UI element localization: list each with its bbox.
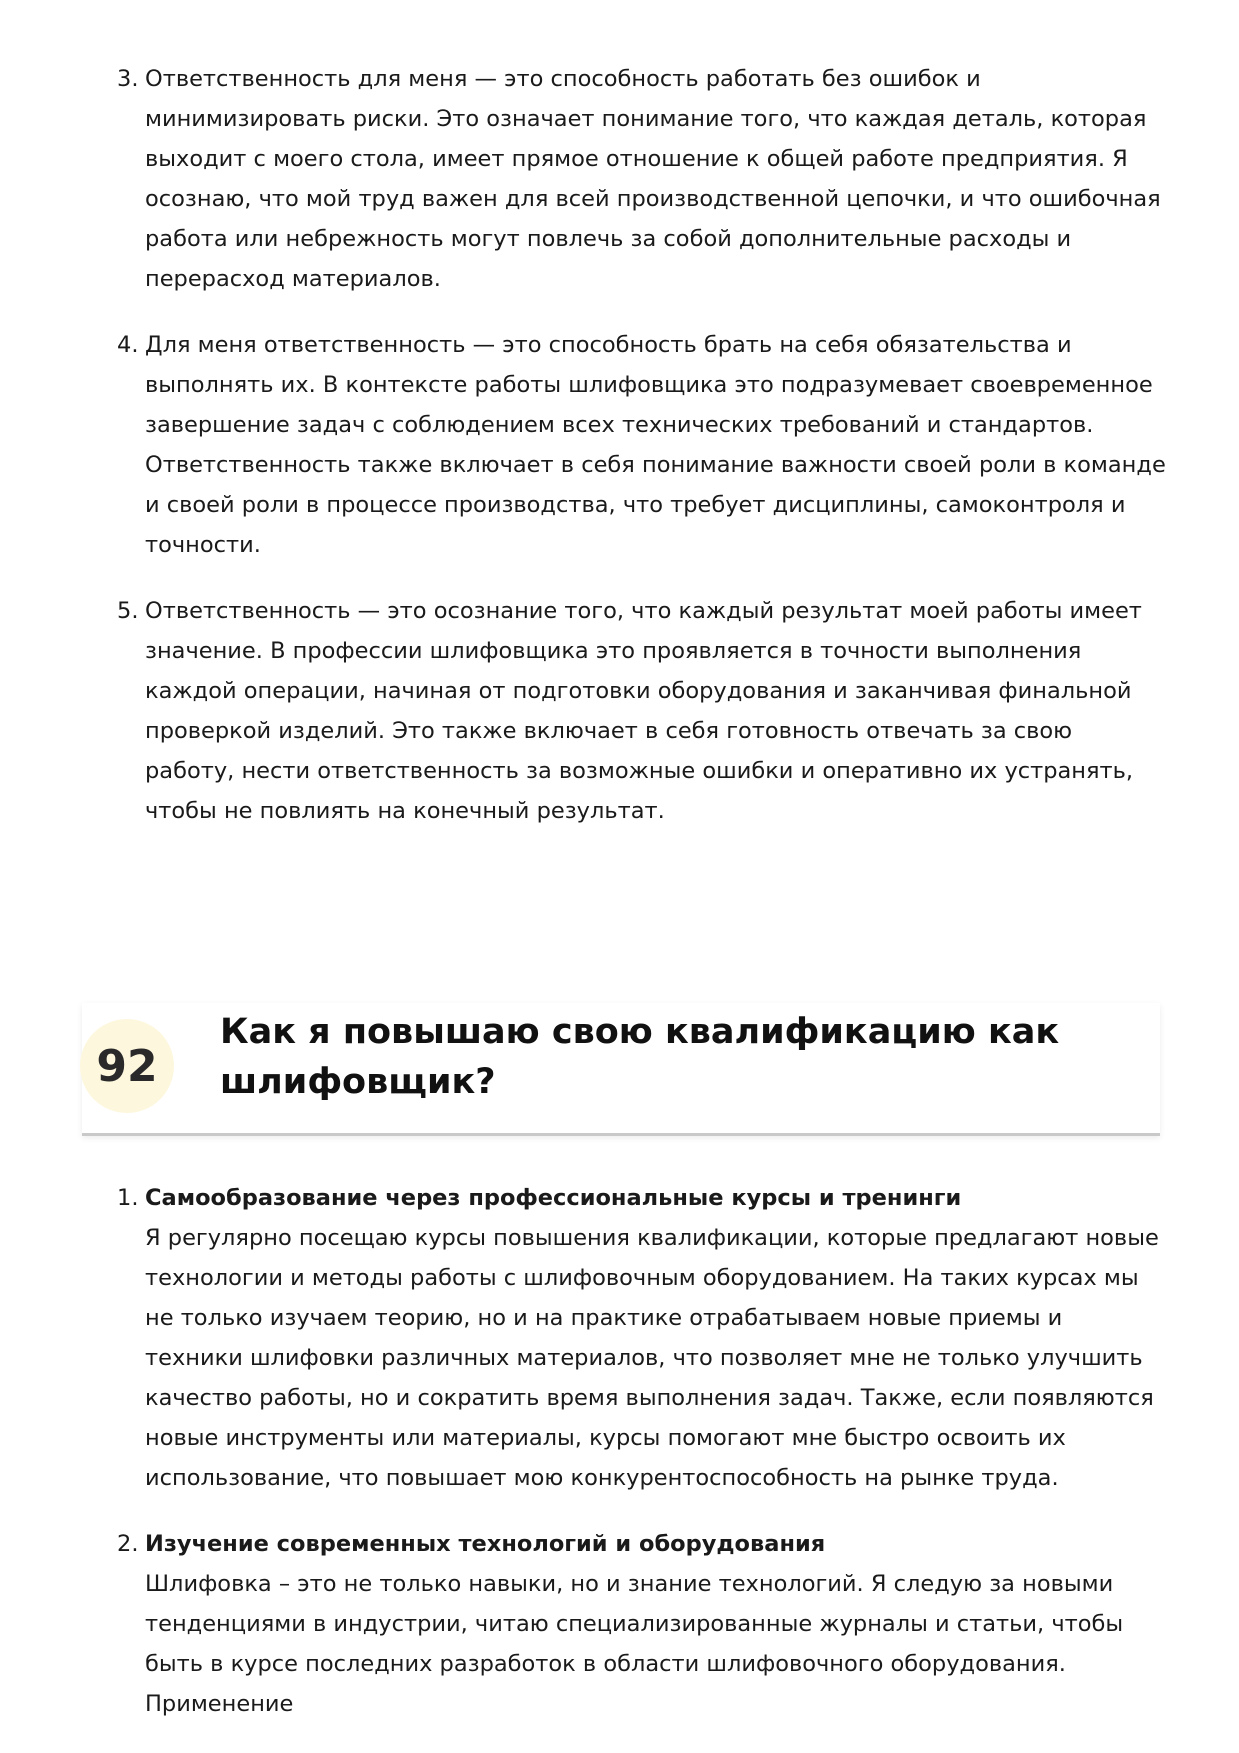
list-item-text: Шлифовка – это не только навыки, но и знание технологий. Я следую за новыми тенденциями в индустрии, читаю специализированные журналы и статьи, чтобы быть в курсе последних разработок в области шлифовочного оборудования. Применение [145,1571,1124,1717]
list-item-title: Изучение современных технологий и оборудования [145,1531,826,1557]
list-number: 4. [117,332,139,358]
list-item [117,1524,1167,1724]
list-item-text: Я регулярно посещаю курсы повышения квалификации, которые предлагают новые технологии и методы работы с шлифовочным оборудованием. На таких курсах мы не только изучаем теорию, но и на практике отрабатываем новые приемы и техники шлифовки различных материалов, что позволяет мне не только улучшить качество работы, но и сократить время выполнения задач. Также, если появляются новые инструменты или материалы, курсы помогают мне быстро освоить их использование, что повышает мою конкурентоспособность на рынке труда. [145,1225,1159,1491]
list-item [117,59,1167,299]
list-item-body [145,1178,1167,1498]
list-number: 2. [117,1531,139,1557]
list-item-text: Для меня ответственность — это способность брать на себя обязательства и выполнять их. В контексте работы шлифовщика это подразумевает своевременное завершение задач с соблюдением всех технических требований и стандартов. Ответственность также включает в себя понимание важности своей роли в команде и своей роли в процессе производства, что требует дисциплины, самоконтроля и точности. [145,332,1166,558]
list-item [117,1178,1167,1498]
question-number-badge: 92 [80,1019,174,1113]
list-item-title: Самообразование через профессиональные курсы и тренинги [145,1185,962,1211]
question-title: Как я повышаю свою квалификацию как шлифовщик? [220,1012,1060,1102]
list-number: 5. [117,598,139,624]
list-item-text: Ответственность для меня — это способность работать без ошибок и минимизировать риски. Это означает понимание того, что каждая деталь, которая выходит с моего стола, имеет прямое отношение к общей работе предприятия. Я осознаю, что мой труд важен для всей производственной цепочки, и что ошибочная работа или небрежность могут повлечь за собой дополнительные расходы и перерасход материалов. [145,66,1161,292]
question-header [82,1003,1160,1136]
list-number: 3. [117,66,139,92]
list-item-text: Ответственность — это осознание того, что каждый результат моей работы имеет значение. В профессии шлифовщика это проявляется в точности выполнения каждой операции, начиная от подготовки оборудования и заканчивая финальной проверкой изделий. Это также включает в себя готовность отвечать за свою работу, нести ответственность за возможные ошибки и оперативно их устранять, чтобы не повлиять на конечный результат. [145,598,1142,824]
list-item [117,591,1167,831]
list-item [117,325,1167,565]
list-number: 1. [117,1185,139,1211]
list-item-body [145,1524,1167,1724]
